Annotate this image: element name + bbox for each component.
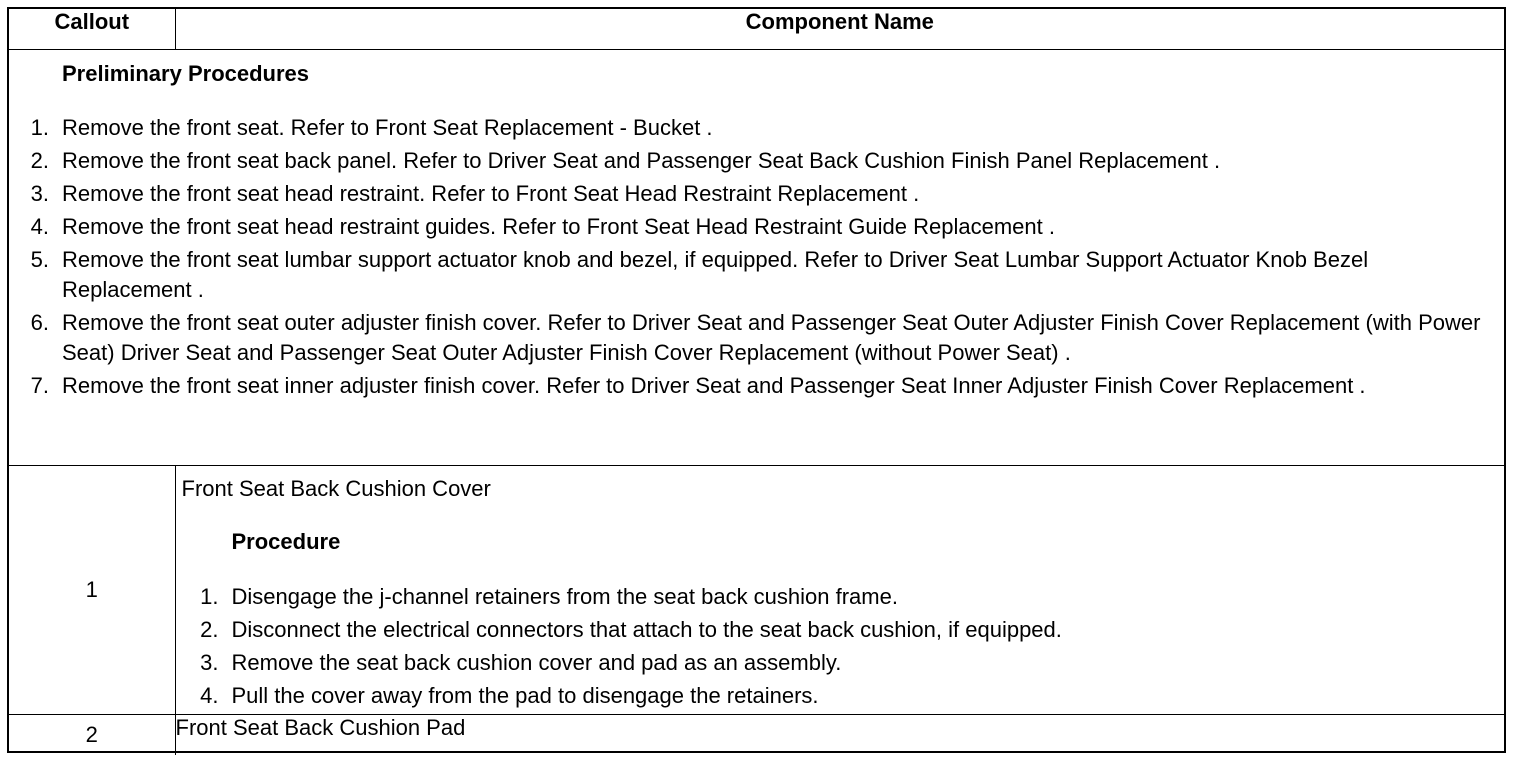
step-number: 4. xyxy=(200,683,219,708)
step-text: Remove the seat back cushion cover and pad as an assembly. xyxy=(231,650,842,675)
step-text: Remove the front seat back panel. Refer to Driver Seat and Passenger Seat Back Cushion Finish Panel Replacement . xyxy=(62,148,1221,173)
table-header-row xyxy=(9,9,1504,50)
step-text: Remove the front seat head restraint guides. Refer to Front Seat Head Restraint Guide Replacement . xyxy=(62,214,1055,239)
table-row xyxy=(9,715,1504,756)
step-number: 3. xyxy=(30,181,49,206)
step-text: Pull the cover away from the pad to disengage the retainers. xyxy=(231,683,819,708)
component-name: Front Seat Back Cushion Cover xyxy=(181,476,491,501)
list-item xyxy=(176,582,1476,612)
step-text: Disengage the j-channel retainers from the seat back cushion frame. xyxy=(231,584,898,609)
preliminary-title: Preliminary Procedures xyxy=(62,61,310,86)
procedure-steps xyxy=(176,582,1476,714)
step-number: 1. xyxy=(30,115,49,140)
step-number: 5. xyxy=(30,247,49,272)
step-number: 4. xyxy=(30,214,49,239)
preliminary-row xyxy=(9,50,1504,466)
list-item xyxy=(9,146,1489,176)
list-item xyxy=(9,179,1489,209)
list-item xyxy=(9,308,1489,368)
list-item xyxy=(9,245,1489,305)
callout-table xyxy=(9,9,1504,755)
list-item xyxy=(176,681,1476,711)
step-text: Remove the front seat inner adjuster finish cover. Refer to Driver Seat and Passenger Seat Inner Adjuster Finish Cover Replacement . xyxy=(62,373,1366,398)
step-text: Remove the front seat head restraint. Refer to Front Seat Head Restraint Replacement . xyxy=(62,181,920,206)
header-callout: Callout xyxy=(9,9,175,50)
step-number: 3. xyxy=(200,650,219,675)
procedure-document xyxy=(7,7,1506,753)
step-number: 7. xyxy=(30,373,49,398)
step-text: Remove the front seat outer adjuster finish cover. Refer to Driver Seat and Passenger Seat Outer Adjuster Finish Cover Replacement (with Power Seat) Driver Seat and Passenger Seat Outer Adjuster Finish Cover Replacement (without Power Seat) . xyxy=(62,310,1481,365)
table-row xyxy=(9,466,1504,715)
preliminary-steps xyxy=(9,113,1489,404)
list-item xyxy=(9,113,1489,143)
header-component-name: Component Name xyxy=(175,9,1504,50)
list-item xyxy=(9,371,1489,401)
step-text: Remove the front seat lumbar support actuator knob and bezel, if equipped. Refer to Driver Seat Lumbar Support Actuator Knob Bezel Replacement . xyxy=(62,247,1369,302)
component-cell xyxy=(175,466,1504,715)
step-number: 6. xyxy=(30,310,49,335)
step-number: 1. xyxy=(200,584,219,609)
preliminary-cell xyxy=(9,50,1504,466)
list-item xyxy=(176,615,1476,645)
callout-number: 1 xyxy=(9,466,175,715)
procedure-title: Procedure xyxy=(231,529,341,554)
component-name: Front Seat Back Cushion Pad xyxy=(175,715,1504,756)
list-item xyxy=(176,648,1476,678)
step-number: 2. xyxy=(200,617,219,642)
list-item xyxy=(9,212,1489,242)
step-number: 2. xyxy=(30,148,49,173)
step-text: Remove the front seat. Refer to Front Seat Replacement - Bucket . xyxy=(62,115,713,140)
callout-number: 2 xyxy=(9,715,175,756)
step-text: Disconnect the electrical connectors that attach to the seat back cushion, if equipped. xyxy=(231,617,1062,642)
